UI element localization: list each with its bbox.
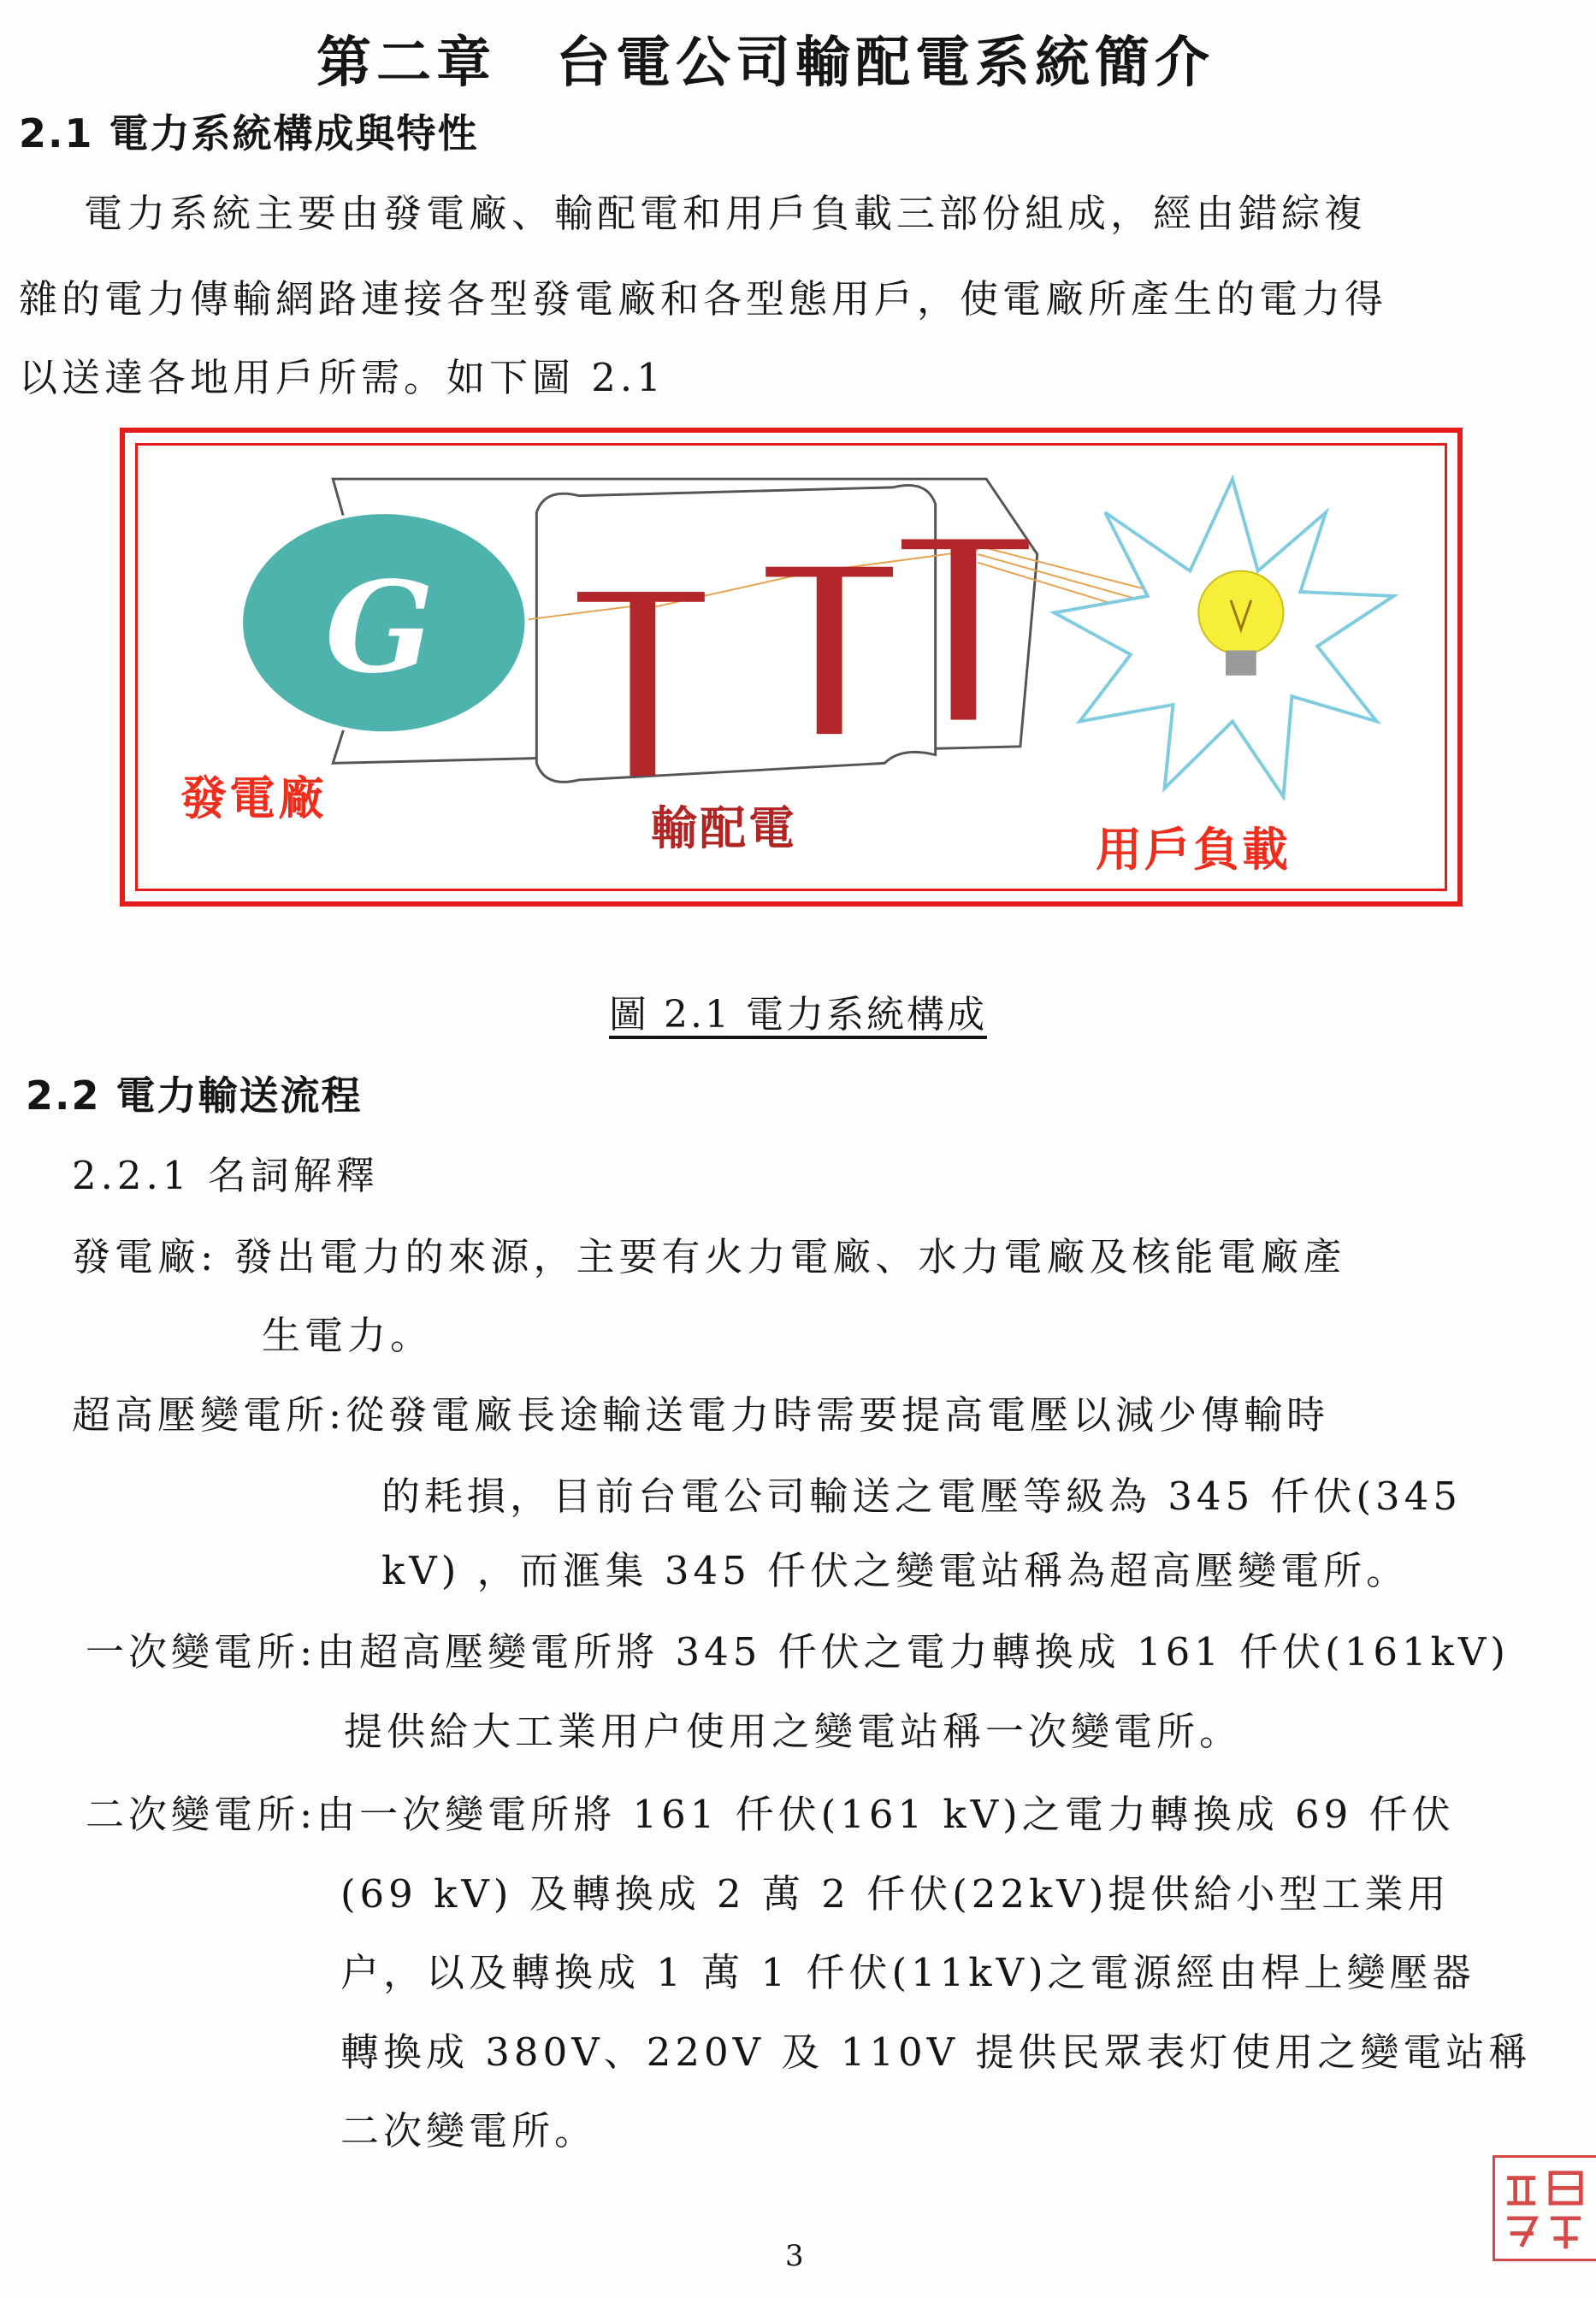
term-power-plant-cont: 生電力。 [262,1313,434,1358]
red-seal-stamp [1493,2155,1596,2261]
term-secondary-substation-cont: 二次變電所。 [340,2108,598,2153]
paragraph-line: 以送達各地用戶所需。如下圖 2.1 [19,355,665,400]
term-ehv-substation-cont: 的耗損，目前台電公司輸送之電壓等級為 345 仟伏(345 [381,1474,1462,1519]
section-heading-2-2: 2.2 電力輸送流程 [26,1072,363,1119]
label-power-plant: 發電廠 [180,771,327,825]
term-power-plant: 發電廠: 發出電力的來源，主要有火力電廠、水力電廠及核能電廠產 [72,1234,1346,1279]
label-user-load: 用戶負載 [1096,823,1291,877]
figure-inner-border [135,443,1447,891]
generator-letter: G [325,552,434,701]
term-secondary-substation-cont: (69 kV) 及轉換成 2 萬 2 仟伏(22kV)提供給小型工業用 [340,1871,1451,1917]
term-ehv-substation: 超高壓變電所:從發電廠長途輸送電力時需要提高電壓以減少傳輸時 [72,1392,1330,1438]
section-heading-2-1: 2.1 電力系統構成與特性 [19,110,479,157]
term-primary-substation-cont: 提供給大工業用户使用之變電站稱一次變電所。 [344,1709,1243,1754]
page-number: 3 [785,2239,804,2273]
term-primary-substation: 一次變電所:由超高壓變電所將 345 仟伏之電力轉換成 161 仟伏(161kV) [86,1629,1510,1675]
figure-power-system [120,428,1463,907]
term-ehv-substation-cont: kV) ，而滙集 345 仟伏之變電站稱為超高壓變電所。 [381,1548,1410,1593]
subsection-heading-2-2-1: 2.2.1 名詞解釋 [72,1153,379,1198]
page-title: 第二章 台電公司輸配電系統簡介 [316,31,1215,95]
bulb-base [1226,650,1256,675]
term-secondary-substation-cont: 户，以及轉換成 1 萬 1 仟伏(11kV)之電源經由桿上變壓器 [340,1950,1475,1995]
paragraph-line: 雜的電力傳輸網路連接各型發電廠和各型態用戶，使電廠所產生的電力得 [19,276,1388,322]
term-secondary-substation: 二次變電所:由一次變電所將 161 仟伏(161 kV)之電力轉換成 69 仟伏 [86,1792,1455,1837]
term-secondary-substation-cont: 轉換成 380V、220V 及 110V 提供民眾表灯使用之變電站稱 [340,2029,1532,2075]
paragraph-line: 電力系統主要由發電廠、輸配電和用戶負載三部份組成，經由錯綜複 [84,191,1368,236]
light-bulb-icon [1198,571,1283,655]
scroll-shape [536,485,935,782]
figure-caption: 圖 2.1 電力系統構成 [609,993,987,1037]
label-transmission: 輸配電 [651,801,797,855]
